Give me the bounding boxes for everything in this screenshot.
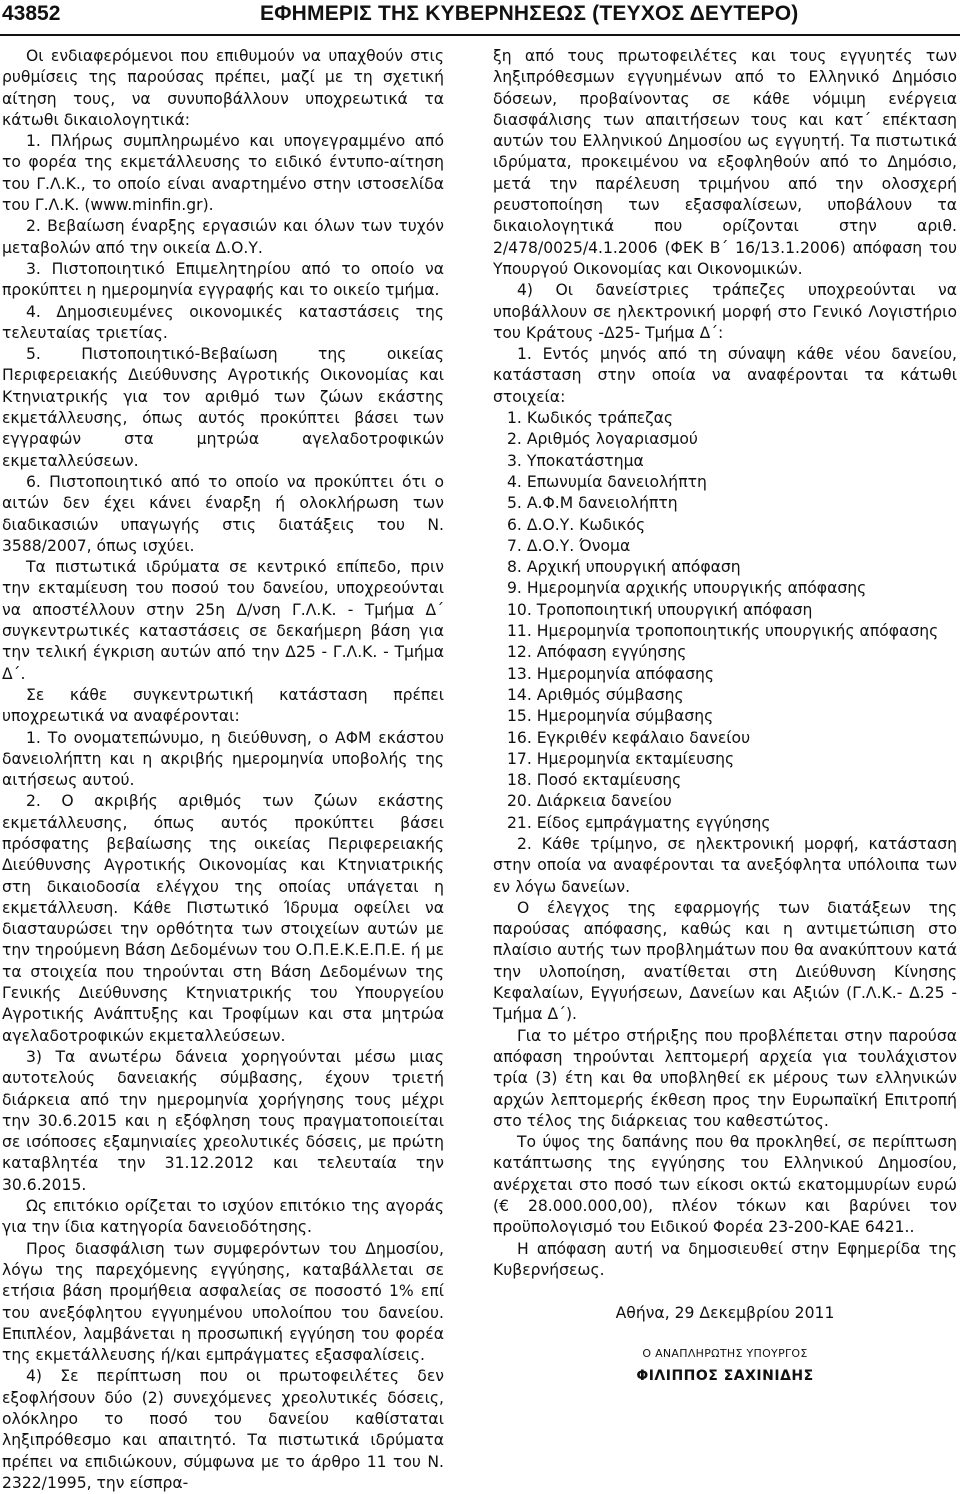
list-item: 5. Α.Φ.Μ δανειολήπτη: [507, 494, 678, 513]
paragraph: Τα πιστωτικά ιδρύματα σε κεντρικό επίπεδο, πριν την εκταμίευση του ποσού του δανείου, υποχρεούνται να αποστέλλουν στην 25η Δ/νση Γ.Λ.Κ. - Τμήμα Δ΄ συγκεντρωτικές καταστάσεις σε δεκαήμερη βάση για την τελική έγκριση αυτών από την Δ25 - Γ.Λ.Κ. - Τμήμα Δ΄.: [2, 558, 444, 683]
list-item: 6. Δ.Ο.Υ. Κωδικός: [507, 515, 646, 534]
paragraph: 1. Πλήρως συμπληρωμένο και υπογεγραμμένο από το φορέα της εκμετάλλευσης το ειδικό έντυπο-αίτηση του Γ.Λ.Κ., το οποίο είναι αναρτημένο στην ιστοσελίδα του Γ.Λ.Κ. (www.minfin.gr).: [2, 132, 444, 215]
list-item: 13. Ημερομηνία απόφασης: [507, 664, 714, 683]
paragraph: 5. Πιστοποιητικό-Βεβαίωση της οικείας Περιφερειακής Διεύθυνσης Αγροτικής Οικονομίας και Κτηνιατρικής για τον αριθμό των ζώων εκάστης εκμετάλλευσης, όπως αυτός προκύπτει βάσει των εγγραφών στα μητρώα αγελαδοτροφικών εκμεταλλεύσεων.: [2, 345, 444, 470]
list-item: 16. Εγκριθέν κεφάλαιο δανείου: [507, 728, 751, 747]
paragraph: Ο έλεγχος της εφαρμογής των διατάξεων της παρούσας απόφασης, καθώς και η αντιμετώπιση στο πλαίσιο αυτής των προβλημάτων που θα ανακύπτουν κατά την υλοποίηση, ανατίθεται στη Διεύθυνση Κίνησης Κεφαλαίων, Εγγυήσεων, Δανείων και Αξιών (Γ.Λ.Κ.- Δ.25 - Τμήμα Δ΄).: [493, 898, 957, 1024]
list-item: 4. Επωνυμία δανειολήπτη: [507, 472, 707, 491]
list-item: 21. Είδος εμπράγματης εγγύησης: [507, 813, 771, 832]
list-item: 7. Δ.Ο.Υ. Όνομα: [507, 536, 631, 555]
page-header: [0, 0, 960, 36]
list-item: 1. Κωδικός τράπεζας: [507, 409, 674, 428]
field-list: [493, 408, 957, 834]
paragraph: 6. Πιστοποιητικό από το οποίο να προκύπτει ότι ο αιτών δεν έχει κάνει έναρξη ή ολοκλήρωση των διαδικασιών υπαγωγής στις διατάξεις του Ν. 3588/2007, όπως ισχύει.: [2, 472, 444, 555]
paragraph: ξη από τους πρωτοφειλέτες και τους εγγυητές των ληξιπρόθεσμων εγγυημένων από το Ελληνικό Δημόσιο δόσεων, προβαίνοντας σε κάθε νόμιμη ενέργεια διασφάλισης των απαιτήσεων τους και κατ΄ επέκταση αυτών του Ελληνικού Δημοσίου ως εγγυητή. Τα πιστωτικά ιδρύματα, προκειμένου να εξοφληθούν από το Δημόσιο, μετά την παρέλευση τριμήνου από την ολοσχερή ρευστοποίηση των εξασφαλίσεων, υποβάλουν τα δικαιολογητικά που ορίζονται στην αριθ. 2/478/0025/4.1.2006 (ΦΕΚ Β΄ 16/13.1.2006) απόφαση του Υπουργού Οικονομίας και Οικονομικών.: [493, 47, 957, 278]
paragraph: Η απόφαση αυτή να δημοσιευθεί στην Εφημερίδα της Κυβερνήσεως.: [493, 1239, 957, 1279]
list-item: 2. Αριθμός λογαριασμού: [507, 430, 698, 449]
list-item: 3. Υποκατάστημα: [507, 451, 644, 470]
paragraph: Σε κάθε συγκεντρωτική κατάσταση πρέπει υποχρεωτικά να αναφέρονται:: [2, 685, 444, 726]
list-item: 11. Ημερομηνία τροποποιητικής υπουργικής απόφασης: [507, 622, 939, 641]
list-item: 10. Τροποποιητική υπουργική απόφαση: [507, 600, 813, 619]
list-item: 20. Διάρκεια δανείου: [507, 792, 672, 811]
paragraph: 2. Βεβαίωση έναρξης εργασιών και όλων των τυχόν μεταβολών από την οικεία Δ.Ο.Υ.: [2, 217, 444, 257]
paragraph: 1. Εντός μηνός από τη σύναψη κάθε νέου δανείου, κατάσταση στην οποία να αναφέρονται τα κάτωθι στοιχεία:: [493, 345, 957, 406]
list-item: 14. Αριθμός σύμβασης: [507, 685, 684, 704]
paragraph: 4) Οι δανείστριες τράπεζες υποχρεούνται να υποβάλλουν σε ηλεκτρονική μορφή στο Γενικό Λογιστήριο του Κράτους -Δ25- Τμήμα Δ΄:: [493, 281, 957, 342]
list-item: 18. Ποσό εκταμίευσης: [507, 771, 682, 790]
paragraph: 4. Δημοσιευμένες οικονομικές καταστάσεις της τελευταίας τριετίας.: [2, 302, 444, 342]
signature-role: Ο ΑΝΑΠΛΗΡΩΤΗΣ ΥΠΟΥΡΓΟΣ: [642, 1346, 808, 1360]
paragraph: Για το μέτρο στήριξης που προβλέπεται στην παρούσα απόφαση τηρούνται λεπτομερή αρχεία για τουλάχιστον τρία (3) έτη και θα υποβληθεί εκ μέρους των ελληνικών αρχών λεπτομερής έκθεση προς την Ευρωπαϊκή Επιτροπή στο τέλος της διάρκειας του καθεστώτος.: [493, 1026, 957, 1130]
paragraph: 2. Κάθε τρίμηνο, σε ηλεκτρονική μορφή, κατάσταση στην οποία να αναφέρονται τα ανεξόφλητα υπόλοιπα των εν λόγω δανείων.: [493, 834, 957, 896]
list-item: 9. Ημερομηνία αρχικής υπουργικής απόφασης: [507, 579, 867, 598]
paragraph: Το ύψος της δαπάνης που θα προκληθεί, σε περίπτωση κατάπτωσης της εγγύησης του Ελληνικού Δημοσίου, ανέρχεται στο ποσό των είκοσι οκτώ εκατομμυρίων ευρώ (€ 28.000.000,00), πλέον τόκων και βαρύνει τον προϋπολογισμό του Ειδικού Φορέα 23-200-ΚΑΕ 6421..: [493, 1133, 957, 1237]
list-item: 8. Αρχική υπουργική απόφαση: [507, 558, 741, 577]
list-item: 17. Ημερομηνία εκταμίευσης: [507, 749, 735, 768]
page-number: 43852: [2, 2, 61, 25]
paragraph: Ως επιτόκιο ορίζεται το ισχύον επιτόκιο της αγοράς για την ίδια κατηγορία δανειοδότησης.: [2, 1197, 444, 1237]
signature-name: ΦΙΛΙΠΠΟΣ ΣΑΧΙΝΙΔΗΣ: [636, 1367, 814, 1384]
paragraph: 3) Τα ανωτέρω δάνεια χορηγούνται μέσω μιας αυτοτελούς δανειακής σύμβασης, έχουν τριετή διάρκεια από την ημερομηνία χορήγησης τους μέχρι την 30.6.2015 και η εξόφληση τους πραγματοποιείται σε ισόποσες εξαμηνιαίες χρεολυτικές δόσεις, με πρώτη καταβλητέα την 31.12.2012 και τελευταία την 30.6.2015.: [2, 1047, 444, 1194]
left-column: [2, 46, 444, 1494]
list-item: 15. Ημερομηνία σύμβασης: [507, 707, 714, 726]
right-column: [493, 46, 957, 1387]
paragraph: 1. Το ονοματεπώνυμο, η διεύθυνση, ο ΑΦΜ εκάστου δανειολήπτη και η ακριβής ημερομηνία υποβολής της αιτήσεως αυτού.: [2, 728, 444, 790]
gazette-title: ΕΦΗΜΕΡΙΣ ΤΗΣ ΚΥΒΕΡΝΗΣΕΩΣ (ΤΕΥΧΟΣ ΔΕΥΤΕΡΟ): [260, 2, 799, 25]
paragraph: 2. Ο ακριβής αριθμός των ζώων εκάστης εκμετάλλευσης, όπως αυτός προκύπτει βάσει πρόσφατης βεβαίωσης της οικείας Περιφερειακής Διεύθυνσης Αγροτικής Οικονομίας και Κτηνιατρικής στη δικαιοδοσία ελέγχου της οποίας υπάγεται η εκμετάλλευση. Κάθε Πιστωτικό Ίδρυμα οφείλει να διασταυρώσει την ορθότητα των στοιχείων αυτών με την τηρούμενη Βάση Δεδομένων του Ο.Π.Ε.Κ.Ε.Π.Ε. ή με τα στοιχεία που τηρούνται στη Βάση Δεδομένων της Γενικής Διεύθυνσης Κτηνιατρικής του Υπουργείου Αγροτικής Ανάπτυξης και Τροφίμων και στα μητρώα αγελαδοτροφικών εκμεταλλεύσεων.: [2, 792, 444, 1045]
paragraph: Προς διασφάλιση των συμφερόντων του Δημοσίου, λόγω της παρεχόμενης εγγύησης, καταβάλλεται σε ετήσια βάση προμήθεια ασφαλείας σε ποσοστό 1% επί του ανεξόφλητου εγγυημένου υπολοίπου του δανείου. Επιπλέον, λαμβάνεται η προσωπική εγγύηση του φορέα της εκμετάλλευσης ή/και εμπράγματες εξασφαλίσεις.: [2, 1239, 444, 1365]
list-item: 12. Απόφαση εγγύησης: [507, 643, 687, 662]
paragraph: 4) Σε περίπτωση που οι πρωτοφειλέτες δεν εξοφλήσουν δύο (2) συνεχόμενες χρεολυτικές δόσεις, ολόκληρο το ποσό του δανείου καθίσταται ληξιπρόθεσμο και απαιτητό. Τα πιστωτικά ιδρύματα πρέπει να επιδιώκουν, σύμφωνα με το άρθρο 11 του Ν. 2322/1995, την είσπρα-: [2, 1367, 444, 1492]
paragraph: Οι ενδιαφερόμενοι που επιθυμούν να υπαχθούν στις ρυθμίσεις της παρούσας πρέπει, μαζί με τη σχετική αίτηση τους, να συνυποβάλλουν υποχρεωτικά τα κάτωθι δικαιολογητικά:: [2, 47, 444, 129]
paragraph: 3. Πιστοποιητικό Επιμελητηρίου από το οποίο να προκύπτει η ημερομηνία εγγραφής και το οικείο τμήμα.: [2, 259, 444, 300]
signature-date: Αθήνα, 29 Δεκεμβρίου 2011: [615, 1304, 835, 1323]
